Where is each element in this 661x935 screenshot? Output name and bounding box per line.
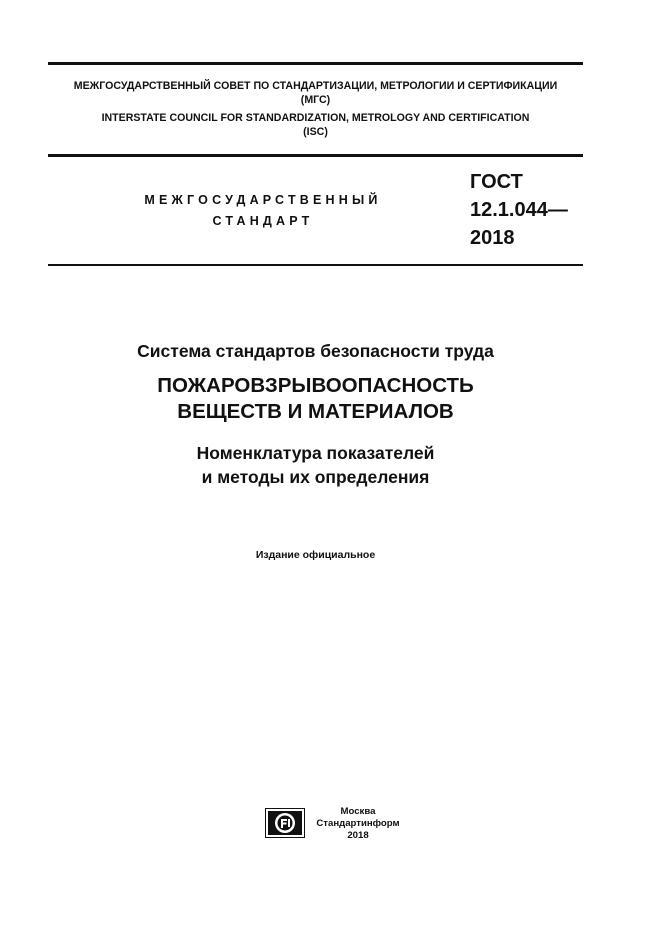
subtitle <box>48 441 583 489</box>
council-name-english <box>48 111 583 139</box>
publisher-block <box>308 806 408 842</box>
subtitle-line1: Номенклатура показателей <box>196 443 435 463</box>
council-en-line1: INTERSTATE COUNCIL FOR STANDARDIZATION, METROLOGY AND CERTIFICATION <box>101 112 530 124</box>
subtitle-line2: и методы их определения <box>201 467 430 487</box>
series-title: Система стандартов безопасности труда <box>137 341 494 361</box>
council-ru-abbrev: (МГС) <box>300 94 331 106</box>
edition-label: Издание официальное <box>255 549 376 561</box>
publisher-name: Стандартинформ <box>316 818 400 829</box>
main-title-line2: ВЕЩЕСТВ И МАТЕРИАЛОВ <box>177 400 454 423</box>
top-rule <box>48 62 583 65</box>
publisher-city: Москва <box>340 806 376 817</box>
main-title-line1: ПОЖАРОВЗРЫВООПАСНОСТЬ <box>157 374 474 397</box>
council-name-russian <box>48 79 583 107</box>
gost-designation <box>470 168 568 252</box>
council-en-abbrev: (ISC) <box>303 126 328 138</box>
publisher-year: 2018 <box>347 830 369 841</box>
standard-kind <box>118 190 408 232</box>
middle-rule <box>48 154 583 157</box>
gost-year: 2018 <box>470 227 515 249</box>
bottom-rule <box>48 264 583 266</box>
standard-kind-line1: МЕЖГОСУДАРСТВЕННЫЙ <box>144 193 382 207</box>
standard-kind-line2: СТАНДАРТ <box>212 214 314 228</box>
main-title <box>48 373 583 425</box>
council-ru-line1: МЕЖГОСУДАРСТВЕННЫЙ СОВЕТ ПО СТАНДАРТИЗАЦИИ, МЕТРОЛОГИИ И СЕРТИФИКАЦИИ <box>73 80 558 92</box>
gost-label: ГОСТ <box>470 171 523 193</box>
standartinform-logo-icon <box>265 808 305 838</box>
gost-number: 12.1.044— <box>470 199 568 221</box>
